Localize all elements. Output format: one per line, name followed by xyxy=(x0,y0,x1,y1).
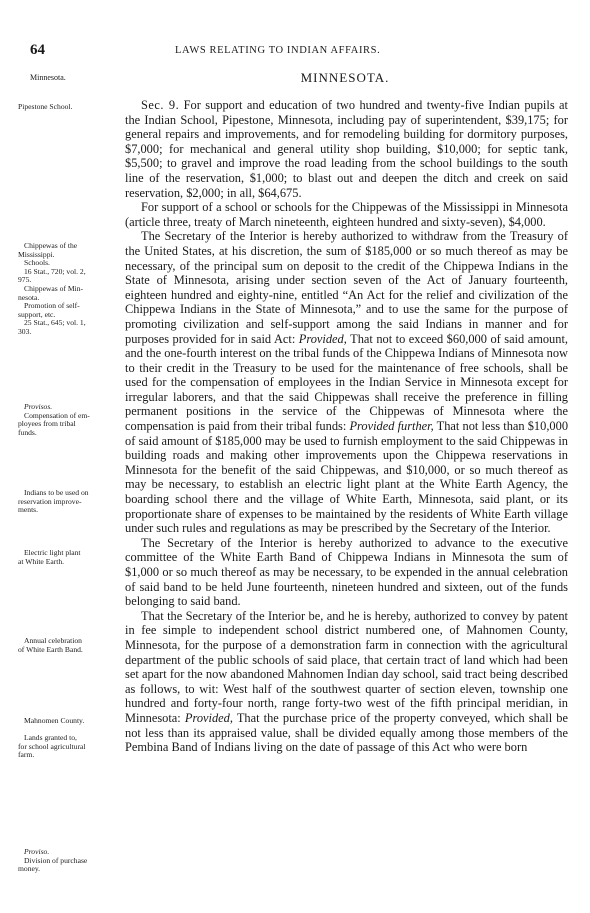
proviso-label: Provided further, xyxy=(349,419,434,434)
sidenote-provisos xyxy=(18,403,122,437)
sidenote-electric-light xyxy=(18,549,122,566)
sidenote-line: Proviso. xyxy=(24,847,50,856)
sidenote-line: Annual celebration xyxy=(24,636,82,645)
section-title: MINNESOTA. xyxy=(300,70,390,85)
sidenote-line: Mahnomen County. xyxy=(24,716,85,725)
sidenote-line: for school agricultural xyxy=(18,741,86,751)
sidenote-line: Electric light plant xyxy=(24,548,81,557)
page-number: 64 xyxy=(30,42,45,58)
sidenote-line: Chippewas of Min- xyxy=(24,283,84,293)
sidenote-line: Division of purchase xyxy=(24,855,88,865)
sidenote-line: 303. xyxy=(18,326,32,336)
sidenote-line: Compensation of em- xyxy=(24,410,90,420)
sidenote-chippewas xyxy=(18,242,122,337)
paragraph-text: That not to exceed $60,000 of said amount, and the one-fourth interest on the tribal funds of the Chippewa Indians of Minnesota now to their credit in the Treasury to be used for the maintenance of free schools, shall be used for the compensation of employees in the Indian Service in Minnesota except for irregular laborers, and that the said Chippewas shall receive the preference in filling permanent positions in the service of the Chippewas of Minnesota where the compensation is paid from their tribal funds: xyxy=(125,331,568,434)
sidenote-line: Promotion of self- xyxy=(24,301,80,311)
sidenote-line: 25 Stat., 645; vol. 1, xyxy=(24,318,86,328)
running-head: LAWS RELATING TO INDIAN AFFAIRS. xyxy=(175,45,381,56)
sidenote-line: Indians to be used on xyxy=(24,488,89,497)
paragraph-mahnomen xyxy=(125,609,568,755)
sidenote-line: Lands granted to, xyxy=(24,733,77,742)
sidenote-line: reservation improve- xyxy=(18,496,82,506)
proviso-label: Provided, xyxy=(298,331,347,346)
paragraph-text: That the purchase price of the property conveyed, which shall be not less than its appraised value, shall be divided equally among those members of the Pembina Band of Indians living on the date of passage of this Act who were born xyxy=(125,710,568,755)
sidenote-line: funds. xyxy=(18,427,37,437)
sidenote-pipestone xyxy=(18,103,122,112)
state-side-label: Minnesota. xyxy=(30,73,66,82)
paragraph-text: That the Secretary of the Interior be, and he is hereby, authorized to convey by patent in fee simple to independent school district numbered one, of Mahnomen County, Minnesota, for the purpose of a demonstration farm in connection with the agricultural department of the public schools of said place, that certain tract of land which had been set apart for the now abandoned Mahnomen Indian day school, said tract being described as follows, to wit: West half of the southwest quarter of section eleven, township one hundred and forty-four north, range forty-two west of the fifth principal meridian, in Minnesota: xyxy=(125,608,568,725)
sidenote-line: Schools. xyxy=(24,258,50,268)
section-label: Sec. 9. xyxy=(141,98,180,112)
proviso-label: Provided, xyxy=(184,710,233,725)
sidenote-annual-celebration xyxy=(18,637,122,654)
body-text xyxy=(125,98,568,755)
paragraph-text: The Secretary of the Interior is hereby authorized to advance to the executive committee of the White Earth Band of Chippewa Indians in Minnesota the sum of $1,000 or so much thereof as may be necessary, to be expended in the annual celebration of said band to be held June fourteenth, nineteen hundred and sixteen, out of the funds belonging to said band. xyxy=(125,535,568,609)
paragraph-pipestone xyxy=(125,98,568,200)
paragraph-withdraw-funds xyxy=(125,229,568,535)
paragraph-celebration xyxy=(125,536,568,609)
sidenote-lands-granted xyxy=(18,734,122,760)
sidenote-line: money. xyxy=(18,864,41,874)
sidenote-line: 975. xyxy=(18,275,32,285)
sidenote-line: nesota. xyxy=(18,292,40,302)
paragraph-text: For support of a school or schools for the Chippewas of the Mississippi in Minnesota (article three, treaty of March nineteenth, eighteen hundred and sixty-seven), $4,000. xyxy=(125,200,568,229)
sidenote-proviso-purchase xyxy=(18,848,122,874)
sidenote-line: at White Earth. xyxy=(18,556,65,566)
sidenote-line: Mississippi. xyxy=(18,249,55,259)
sidenote-line: of White Earth Band. xyxy=(18,644,83,654)
paragraph-mississippi-schools xyxy=(125,200,568,229)
paragraph-text: The Secretary of the Interior is hereby authorized to withdraw from the Treasury of the United States, at his discretion, the sum of $185,000 or so much thereof as may be necessary, of the principal sum on deposit to the credit of the Chippewa Indians in the State of Minnesota, arising under section seven of the Act of January fourteenth, eighteen hundred and eighty-nine, entitled “An Act for the relief and civilization of the Chippewa Indians in the State of Minnesota,” and to use the same for the purpose of promoting civilization and self-support among the said Indians in manner and for purposes provided for in said Act: xyxy=(125,229,568,346)
sidenote-line: support, etc. xyxy=(18,309,56,319)
paragraph-text: That not less than $10,000 of said amount of $185,000 may be used to furnish employment to the said Chippewas in building roads and making other improvements upon the Chippewa reservations in Minnesota for the benefit of the said Chippewas, and $10,000, or so much thereof as may be necessary, to establish an electric light plant at the White Earth Agency, the boarding school there and the village of White Earth, Minnesota, said plant, or its proportionate share of expenses to be maintained by the residents of White Earth village under such rules and regulations as may be prescribed by the Secretary of the Interior. xyxy=(125,419,569,536)
sidenote-line: Provisos. xyxy=(24,402,53,411)
sidenote-line: Pipestone School. xyxy=(18,102,73,111)
page-header xyxy=(0,42,590,62)
sidenote-reservation-improvements xyxy=(18,489,122,515)
sidenote-mahnomen xyxy=(18,717,122,726)
sidenote-line: 16 Stat., 720; vol. 2, xyxy=(24,266,86,276)
sidenote-line: farm. xyxy=(18,750,35,760)
sidenote-line: ments. xyxy=(18,505,39,515)
paragraph-text: For support and education of two hundred and twenty-five Indian pupils at the Indian School, Pipestone, Minnesota, including pay of superintendent, $39,175; for general repairs and improvements, and for remodeling building for dormitory purposes, $7,000; for mechanical and general utility shop building, $10,000; for septic tank, $5,500; to gravel and improve the road leading from the school buildings to the south line of the reservation, $1,000; to blast out and deepen the ditch and creek on said reservation, $2,000; in all, $64,675. xyxy=(125,98,568,200)
sidenote-line: Chippewas of the xyxy=(24,241,78,250)
sidenote-line: ployees from tribal xyxy=(18,419,76,429)
